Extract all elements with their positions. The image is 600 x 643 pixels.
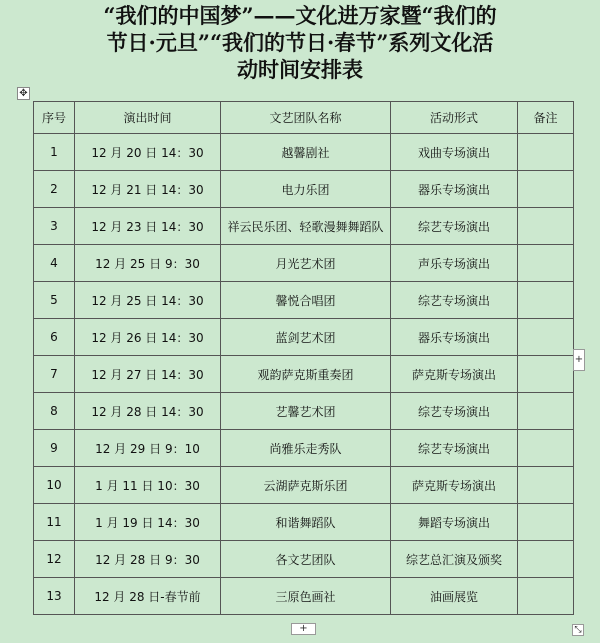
document-title	[0, 2, 600, 83]
cell-time[interactable]: 12 月 28 日-春节前	[75, 578, 221, 615]
cell-form[interactable]: 综艺专场演出	[391, 282, 518, 319]
cell-troupe[interactable]: 越馨剧社	[221, 134, 391, 171]
cell-remark[interactable]	[518, 171, 574, 208]
title-line-3: 动时间安排表	[237, 57, 363, 82]
table-row	[34, 319, 574, 356]
cell-time[interactable]: 12 月 29 日 9：10	[75, 430, 221, 467]
cell-form[interactable]: 综艺专场演出	[391, 393, 518, 430]
table-row	[34, 430, 574, 467]
header-cell-form[interactable]: 活动形式	[391, 102, 518, 134]
cell-troupe[interactable]: 三原色画社	[221, 578, 391, 615]
cell-index[interactable]: 4	[34, 245, 75, 282]
cell-troupe[interactable]: 各文艺团队	[221, 541, 391, 578]
cell-index[interactable]: 10	[34, 467, 75, 504]
cell-remark[interactable]	[518, 134, 574, 171]
table-row	[34, 282, 574, 319]
cell-time[interactable]: 12 月 25 日 14：30	[75, 282, 221, 319]
table-row	[34, 541, 574, 578]
cell-index[interactable]: 7	[34, 356, 75, 393]
cell-time[interactable]: 1 月 19 日 14：30	[75, 504, 221, 541]
cell-troupe[interactable]: 蓝剑艺术团	[221, 319, 391, 356]
cell-time[interactable]: 12 月 23 日 14：30	[75, 208, 221, 245]
cell-troupe[interactable]: 观韵萨克斯重奏团	[221, 356, 391, 393]
cell-index[interactable]: 11	[34, 504, 75, 541]
header-cell-troupe[interactable]: 文艺团队名称	[221, 102, 391, 134]
cell-time[interactable]: 1 月 11 日 10：30	[75, 467, 221, 504]
cell-index[interactable]: 13	[34, 578, 75, 615]
table-row	[34, 578, 574, 615]
cell-index[interactable]: 3	[34, 208, 75, 245]
cell-remark[interactable]	[518, 208, 574, 245]
cell-troupe[interactable]: 艺馨艺术团	[221, 393, 391, 430]
cell-time[interactable]: 12 月 25 日 9：30	[75, 245, 221, 282]
cell-form[interactable]: 器乐专场演出	[391, 319, 518, 356]
cell-remark[interactable]	[518, 282, 574, 319]
cell-form[interactable]: 器乐专场演出	[391, 171, 518, 208]
table-row	[34, 504, 574, 541]
cell-troupe[interactable]: 电力乐团	[221, 171, 391, 208]
table-row	[34, 356, 574, 393]
cell-index[interactable]: 9	[34, 430, 75, 467]
table-row	[34, 208, 574, 245]
cell-troupe[interactable]: 尚雅乐走秀队	[221, 430, 391, 467]
cell-form[interactable]: 综艺专场演出	[391, 430, 518, 467]
cell-remark[interactable]	[518, 467, 574, 504]
cell-remark[interactable]	[518, 541, 574, 578]
cell-troupe[interactable]: 馨悦合唱团	[221, 282, 391, 319]
cell-form[interactable]: 萨克斯专场演出	[391, 356, 518, 393]
cell-time[interactable]: 12 月 26 日 14：30	[75, 319, 221, 356]
header-cell-index[interactable]: 序号	[34, 102, 75, 134]
header-cell-time[interactable]: 演出时间	[75, 102, 221, 134]
cell-troupe[interactable]: 祥云民乐团、轻歌漫舞舞蹈队	[221, 208, 391, 245]
title-line-1: “我们的中国梦”——文化进万家暨“我们的	[103, 3, 497, 28]
cell-remark[interactable]	[518, 430, 574, 467]
cell-time[interactable]: 12 月 27 日 14：30	[75, 356, 221, 393]
cell-remark[interactable]	[518, 504, 574, 541]
cell-remark[interactable]	[518, 319, 574, 356]
cell-form[interactable]: 声乐专场演出	[391, 245, 518, 282]
cell-troupe[interactable]: 月光艺术团	[221, 245, 391, 282]
cell-form[interactable]: 综艺总汇演及颁奖	[391, 541, 518, 578]
schedule-table	[33, 101, 574, 615]
add-column-plus-icon[interactable]: +	[573, 349, 585, 371]
cell-form[interactable]: 戏曲专场演出	[391, 134, 518, 171]
cell-form[interactable]: 萨克斯专场演出	[391, 467, 518, 504]
cell-remark[interactable]	[518, 393, 574, 430]
cell-troupe[interactable]: 和谐舞蹈队	[221, 504, 391, 541]
table-row	[34, 245, 574, 282]
cell-time[interactable]: 12 月 20 日 14：30	[75, 134, 221, 171]
cell-form[interactable]: 油画展览	[391, 578, 518, 615]
cell-index[interactable]: 12	[34, 541, 75, 578]
cell-remark[interactable]	[518, 578, 574, 615]
cell-time[interactable]: 12 月 28 日 9：30	[75, 541, 221, 578]
cell-index[interactable]: 8	[34, 393, 75, 430]
cell-form[interactable]: 舞蹈专场演出	[391, 504, 518, 541]
cell-remark[interactable]	[518, 356, 574, 393]
cell-index[interactable]: 6	[34, 319, 75, 356]
cell-form[interactable]: 综艺专场演出	[391, 208, 518, 245]
cell-index[interactable]: 5	[34, 282, 75, 319]
cell-time[interactable]: 12 月 21 日 14：30	[75, 171, 221, 208]
cell-index[interactable]: 1	[34, 134, 75, 171]
table-move-handle-icon[interactable]: ✥	[17, 87, 30, 100]
title-line-2: 节日·元旦”“我们的节日·春节”系列文化活	[106, 30, 494, 55]
table-row	[34, 134, 574, 171]
cell-remark[interactable]	[518, 245, 574, 282]
cell-time[interactable]: 12 月 28 日 14：30	[75, 393, 221, 430]
add-row-plus-icon[interactable]: +	[291, 623, 316, 635]
cell-index[interactable]: 2	[34, 171, 75, 208]
table-header-row	[34, 102, 574, 134]
cell-troupe[interactable]: 云湖萨克斯乐团	[221, 467, 391, 504]
table-resize-icon[interactable]: ⤡	[572, 624, 584, 636]
table-row	[34, 171, 574, 208]
header-cell-remark[interactable]: 备注	[518, 102, 574, 134]
table-row	[34, 393, 574, 430]
table-row	[34, 467, 574, 504]
